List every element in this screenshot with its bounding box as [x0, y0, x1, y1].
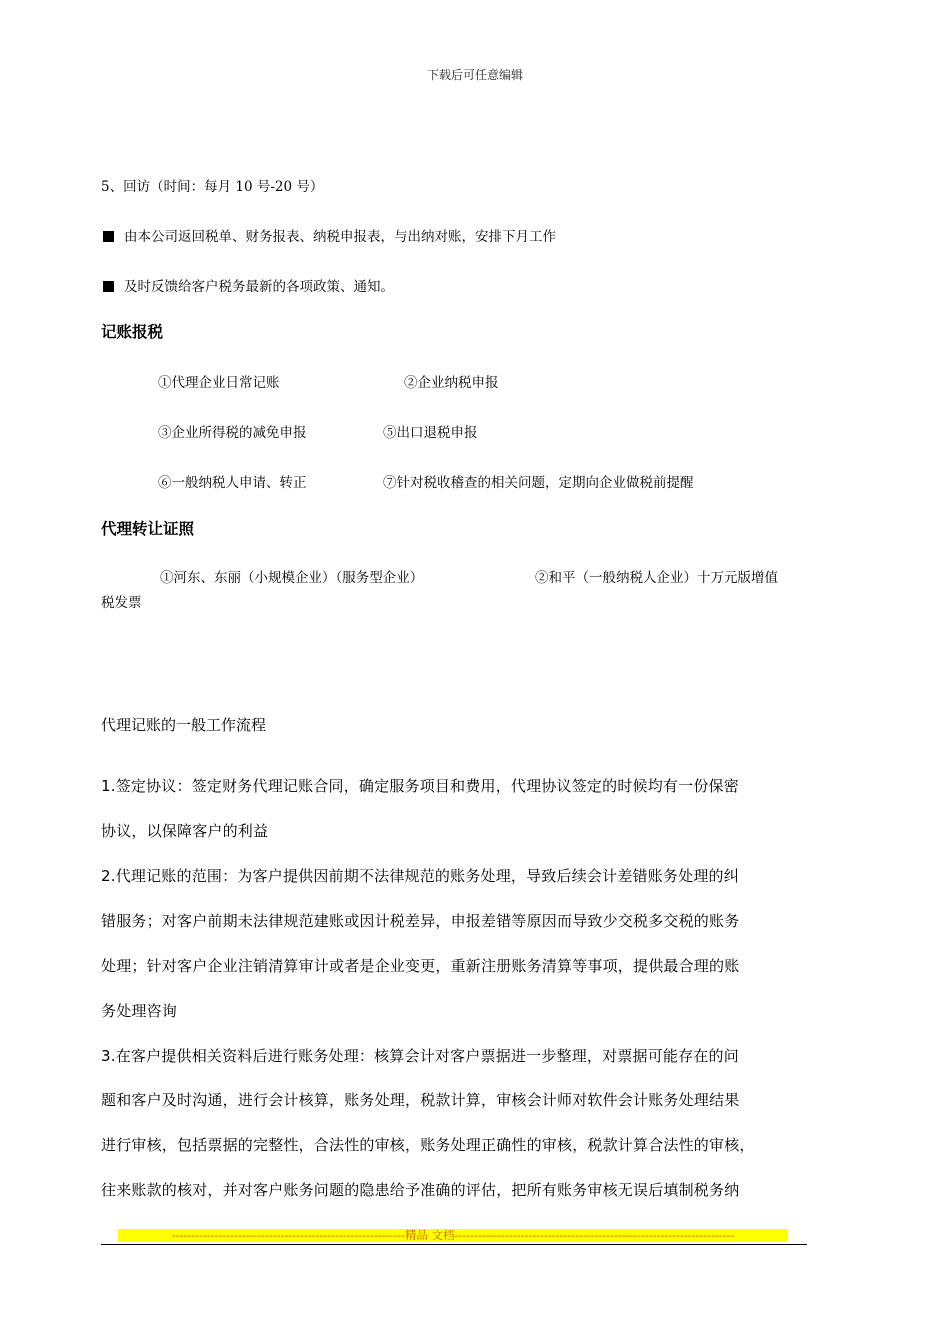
- process-line: 协议，以保障客户的利益: [101, 822, 269, 840]
- process-line: 进行审核，包括票据的完整性，合法性的审核，账务处理正确性的审核，税款计算合法性的审核，: [101, 1136, 755, 1154]
- process-line: 务处理咨询: [101, 1002, 178, 1020]
- footer-rule: [101, 1244, 807, 1245]
- visit-bullet-1: [103, 225, 556, 245]
- process-line: 2.代理记账的范围：为客户提供因前期不法律规范的账务处理，导致后续会计差错账务处理的纠: [101, 867, 739, 885]
- process-title: 代理记账的一般工作流程: [101, 716, 267, 734]
- process-line: 1.签定协议：签定财务代理记账合同，确定服务项目和费用，代理协议签定的时候均有一份保密: [101, 777, 739, 795]
- page-header: 下载后可任意编辑: [426, 68, 523, 82]
- process-line: 处理；针对客户企业注销清算审计或者是企业变更，重新注册账务清算等事项，提供最合理的账: [101, 957, 740, 975]
- footer-banner: ------------------------------------------------------------精品 文档------------------------------------------------------------------------: [118, 1229, 788, 1242]
- transfer-item-2: ②和平（一般纳税人企业）十万元版增值: [535, 570, 778, 586]
- visit-title: 5、回访（时间：每月 10 号-20 号）: [101, 179, 324, 195]
- visit-bullet-text: 由本公司返回税单、财务报表、纳税申报表，与出纳对账，安排下月工作: [124, 229, 556, 245]
- visit-bullet-text: 及时反馈给客户税务最新的各项政策、通知。: [124, 279, 394, 295]
- bookkeeping-item: ⑤出口退税申报: [383, 425, 478, 441]
- bookkeeping-item: ③企业所得税的减免申报: [158, 425, 307, 441]
- process-line: 3.在客户提供相关资料后进行账务处理：核算会计对客户票据进一步整理，对票据可能存在的问: [101, 1047, 739, 1065]
- process-line: 题和客户及时沟通，进行会计核算，账务处理，税款计算，审核会计师对软件会计账务处理结果: [101, 1091, 740, 1109]
- square-bullet-icon: [103, 281, 114, 292]
- transfer-item-2-continued: 税发票: [101, 595, 142, 611]
- transfer-item-1: ①河东、东丽（小规模企业）（服务型企业）: [160, 570, 424, 586]
- transfer-heading: 代理转让证照: [101, 520, 195, 538]
- bookkeeping-item: ①代理企业日常记账: [158, 375, 280, 391]
- bookkeeping-item: ⑦针对税收稽查的相关问题，定期向企业做税前提醒: [383, 475, 694, 491]
- bookkeeping-heading: 记账报税: [101, 323, 164, 341]
- square-bullet-icon: [103, 231, 114, 242]
- process-line: 错服务；对客户前期未法律规范建账或因计税差异，申报差错等原因而导致少交税多交税的账务: [101, 912, 740, 930]
- visit-bullet-2: [103, 275, 394, 295]
- bookkeeping-item: ⑥一般纳税人申请、转正: [158, 475, 307, 491]
- bookkeeping-item: ②企业纳税申报: [404, 375, 499, 391]
- process-line: 往来账款的核对，并对客户账务问题的隐患给予准确的评估，把所有账务审核无误后填制税务纳: [101, 1181, 740, 1199]
